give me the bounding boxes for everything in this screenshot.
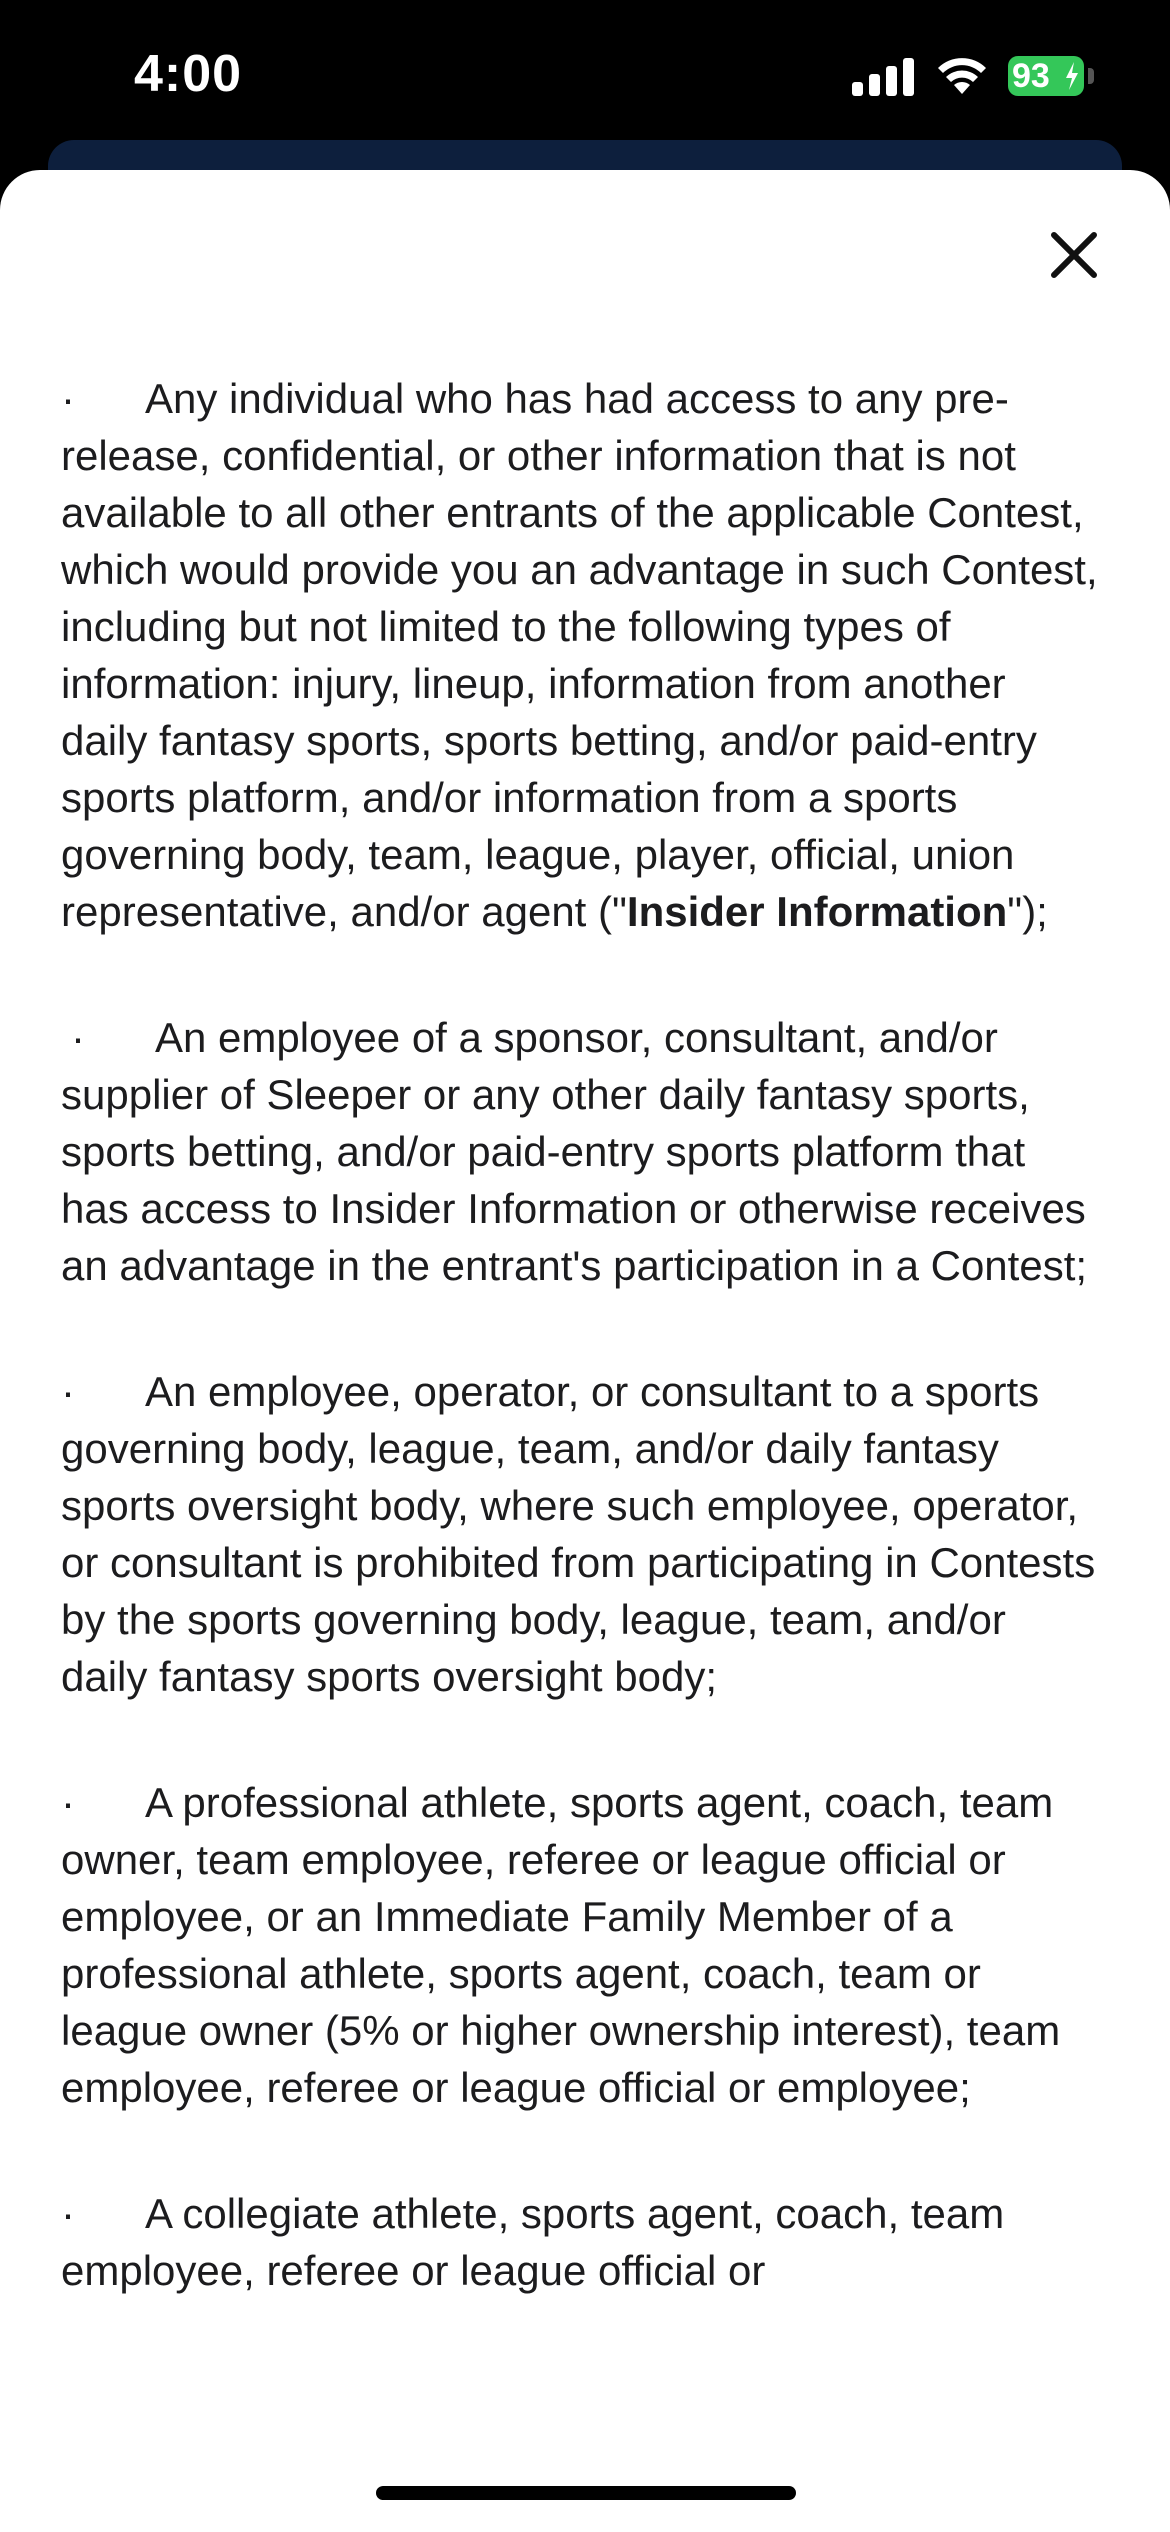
battery-level: 93 [1012,57,1050,95]
bullet: · [71,1014,85,1061]
paragraph-text-end: "); [1007,888,1048,935]
close-icon[interactable] [1044,225,1104,285]
paragraph-text: An employee of a sponsor, consultant, and/or supplier of Sleeper or any other daily fantasy sports, sports betting, and/or paid-entry sports platform that has access to Insider Information or otherwise receives an advantage in the entrant's participation in a Contest; [61,1014,1088,1289]
home-indicator[interactable] [376,2486,796,2500]
charging-bolt-icon [1064,62,1080,90]
status-time: 4:00 [134,45,243,103]
paragraph-text: An employee, operator, or consultant to a sports governing body, league, team, and/or daily fantasy sports oversight body, where such employee, operator, or consultant is prohibited from participating in Contests by the sports governing body, league, team, and/or daily fantasy sports oversight body; [61,1368,1096,1700]
list-item [61,1774,1101,2116]
battery-cap [1088,68,1094,84]
paragraph-text: A professional athlete, sports agent, coach, team owner, team employee, referee or league official or employee, or an Immediate Family Member of a professional athlete, sports agent, coach, team or league owner (5% or higher ownership interest), team employee, referee or league official or employee; [61,1779,1061,2111]
bullet: · [61,375,75,422]
wifi-icon [936,54,988,96]
status-bar [0,0,1170,150]
list-item [61,1009,1101,1294]
paragraph-text: A collegiate athlete, sports agent, coach, team employee, referee or league official or [61,2190,1005,2294]
battery-icon [1008,56,1084,96]
insider-information-term: Insider Information [626,888,1008,935]
list-item [61,2185,1101,2299]
bullet: · [61,1368,75,1415]
paragraph-text: Any individual who has had access to any pre-release, confidential, or other information that is not available to all other entrants of the applicable Contest, which would provide you an advantage in such Contest, including but not limited to the following types of information: injury, lineup, information from another daily fantasy sports, sports betting, and/or paid-entry sports platform, and/or information from a sports governing body, team, league, player, official, union representative, and/or agent (" [61,375,1098,935]
list-item [61,370,1101,940]
bullet: · [61,1779,75,1826]
cellular-signal-icon [852,58,914,96]
list-item [61,1363,1101,1705]
terms-modal-sheet [0,170,1170,2532]
terms-content [61,370,1101,2368]
bullet: · [61,2190,75,2237]
